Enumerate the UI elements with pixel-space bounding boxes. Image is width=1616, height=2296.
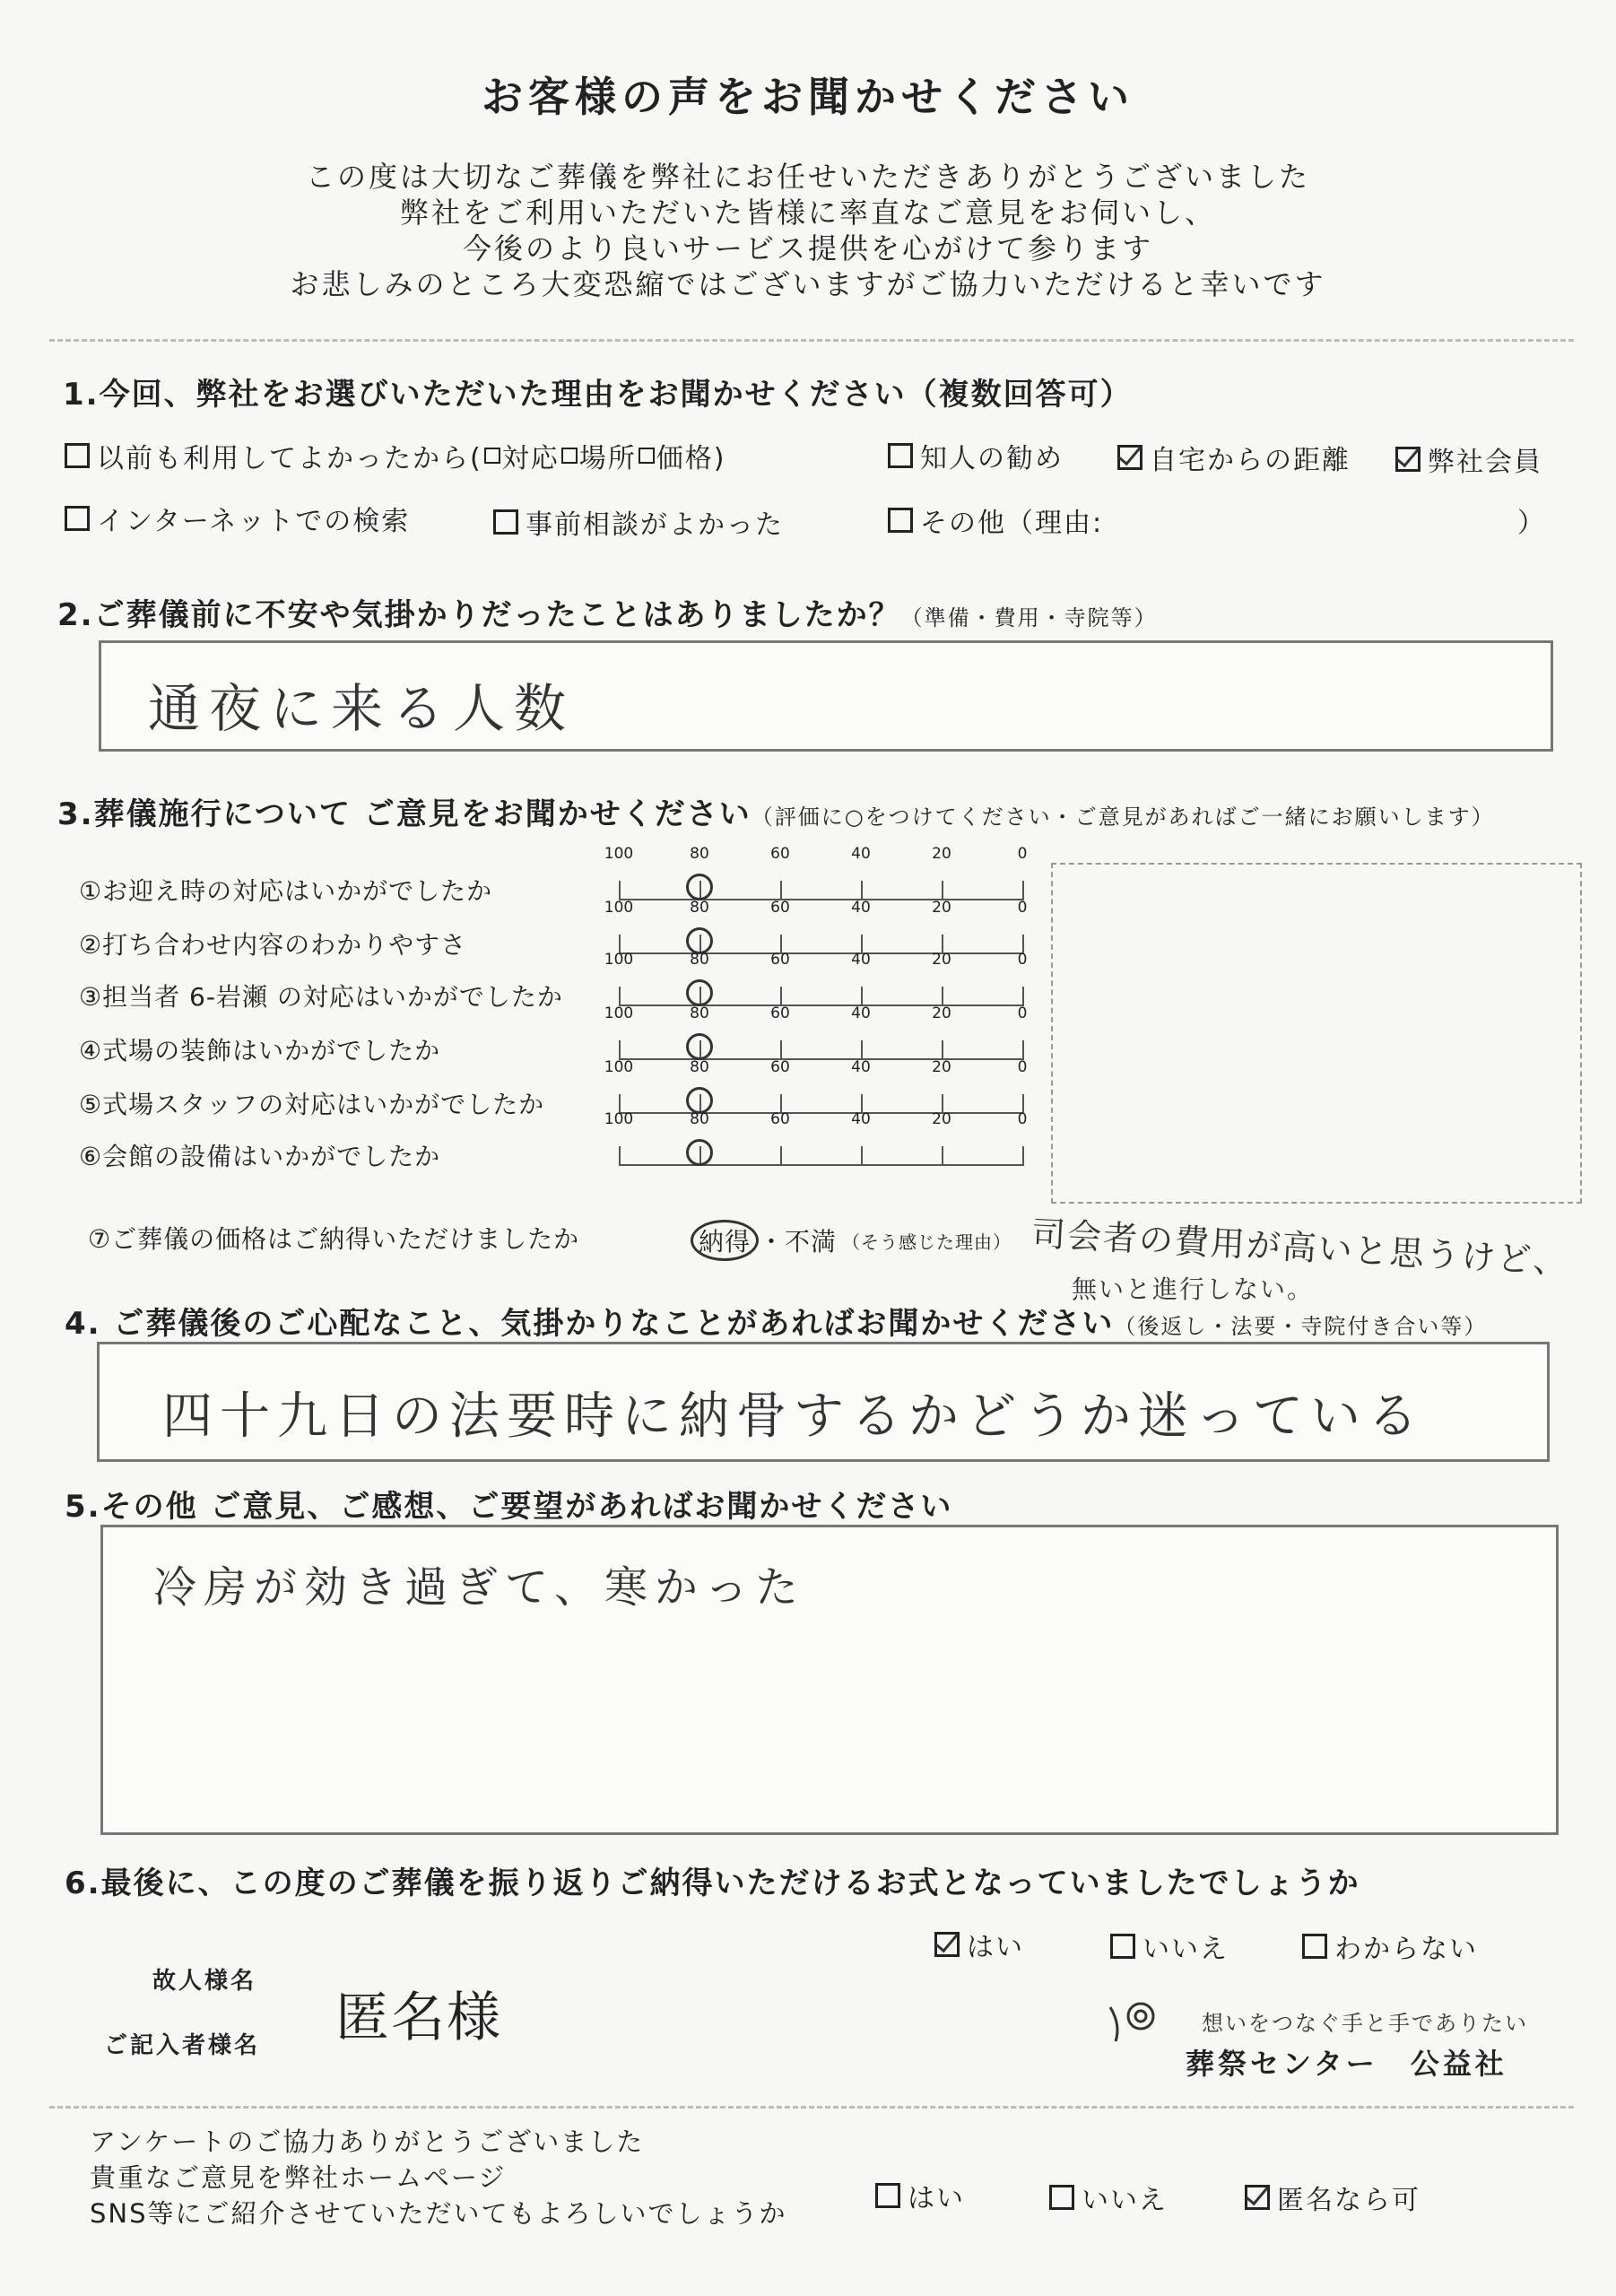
checkbox[interactable] bbox=[493, 509, 518, 535]
scale-label: 0 bbox=[1017, 899, 1028, 917]
scale-label: 40 bbox=[851, 1110, 871, 1128]
scale-tick bbox=[861, 1146, 863, 1166]
checkbox[interactable] bbox=[1302, 1934, 1327, 1959]
rating-question: ③担当者 6-岩瀬 の対応はいかがでしたか bbox=[79, 982, 563, 1012]
scale-label: 20 bbox=[932, 951, 951, 969]
divider bbox=[49, 2106, 1574, 2109]
q5-label: 5.その他 ご意見、ご感想、ご要望があればお聞かせください bbox=[65, 1489, 953, 1525]
q1-label: 1.今回、弊社をお選びいただいた理由をお聞かせください（複数回答可） bbox=[63, 377, 1133, 413]
q7-hint: （そう感じた理由） bbox=[842, 1231, 1012, 1253]
q1-option-consult[interactable] bbox=[493, 502, 784, 542]
checkbox[interactable] bbox=[65, 506, 90, 531]
footer-line-2: 貴重なご意見を弊社ホームページ bbox=[90, 2162, 507, 2193]
scale-label: 80 bbox=[690, 845, 709, 863]
q1-option-before[interactable] bbox=[65, 436, 725, 475]
mini-checkbox[interactable] bbox=[639, 448, 655, 464]
scale-label: 60 bbox=[770, 1110, 790, 1128]
q7-ng[interactable]: ・不満 bbox=[759, 1227, 838, 1257]
option-label: 知人の勧め bbox=[920, 443, 1064, 474]
logo-tagline: 想いをつなぐ手と手でありたい bbox=[1202, 2011, 1528, 2036]
footer-line-1: アンケートのご協力ありがとうございました bbox=[90, 2126, 645, 2157]
scale-label: 20 bbox=[932, 1058, 951, 1076]
q7-reason-1: 司会者の費用が高いと思うけど、 bbox=[1030, 1213, 1570, 1282]
rating-scale[interactable] bbox=[604, 845, 1031, 900]
rating-question: ①お迎え時の対応はいかがでしたか bbox=[79, 876, 493, 906]
footer-no[interactable] bbox=[1049, 2178, 1168, 2217]
scale-tick bbox=[861, 881, 863, 900]
scale-label: 60 bbox=[770, 845, 790, 863]
intro-line-4: お悲しみのところ大変恐縮ではございますがご協力いただけると幸いです bbox=[290, 267, 1326, 301]
option-label: 対応 bbox=[501, 443, 560, 474]
checkbox[interactable] bbox=[1110, 1934, 1135, 1959]
option-label: わからない bbox=[1334, 1934, 1478, 1965]
scale-tick bbox=[1022, 881, 1024, 900]
scale-tick bbox=[861, 1040, 863, 1060]
option-label: インターネットでの検索 bbox=[97, 506, 411, 537]
scale-label: 80 bbox=[690, 951, 709, 969]
option-label: 弊社会員 bbox=[1428, 447, 1542, 478]
q2-hint: （準備・費用・寺院等） bbox=[900, 605, 1158, 631]
rating-mark bbox=[686, 874, 713, 900]
checkbox[interactable] bbox=[1049, 2185, 1074, 2210]
option-label: いいえ bbox=[1082, 2185, 1168, 2216]
q1-option-distance[interactable] bbox=[1117, 438, 1351, 477]
scale-label: 40 bbox=[851, 899, 871, 917]
logo-mark-icon bbox=[1107, 1998, 1160, 2043]
checkbox[interactable] bbox=[875, 2183, 900, 2208]
writer-label: ご記入者様名 bbox=[104, 2032, 261, 2059]
rating-scale[interactable] bbox=[604, 1110, 1031, 1166]
scale-tick bbox=[942, 1040, 943, 1060]
scale-tick bbox=[619, 987, 621, 1006]
rating-mark bbox=[686, 1139, 713, 1166]
option-label: 場所 bbox=[578, 443, 637, 474]
scale-line bbox=[619, 952, 1022, 954]
q5-answer: 冷房が効き過ぎて、寒かった bbox=[153, 1562, 806, 1613]
scale-tick bbox=[1022, 1040, 1024, 1060]
q6-label: 6.最後に、この度のご葬儀を振り返りご納得いただけるお式となっていましたでしょうか bbox=[65, 1866, 1360, 1901]
q2-label-text: 2.ご葬儀前に不安や気掛かりだったことはありましたか？ bbox=[57, 597, 901, 633]
scale-label: 60 bbox=[770, 899, 790, 917]
scale-label: 80 bbox=[690, 1004, 709, 1022]
scale-label: 60 bbox=[770, 951, 790, 969]
scale-label: 100 bbox=[604, 1058, 634, 1076]
scale-line bbox=[619, 899, 1022, 900]
scale-tick bbox=[780, 1146, 782, 1166]
q2-answer-box[interactable] bbox=[99, 640, 1553, 752]
company-logo bbox=[1107, 1998, 1160, 2047]
q6-unknown[interactable] bbox=[1302, 1926, 1478, 1966]
q3-comment-box[interactable] bbox=[1051, 863, 1582, 1204]
scale-label: 0 bbox=[1017, 951, 1028, 969]
q1-option-member[interactable] bbox=[1395, 439, 1542, 479]
q6-no[interactable] bbox=[1110, 1926, 1229, 1966]
scale-label: 80 bbox=[690, 1110, 709, 1128]
rating-question: ②打ち合わせ内容のわかりやすさ bbox=[79, 930, 467, 960]
scale-label: 20 bbox=[932, 845, 951, 863]
scale-line bbox=[619, 1058, 1022, 1060]
scale-label: 40 bbox=[851, 1058, 871, 1076]
rating-scale[interactable] bbox=[604, 951, 1031, 1006]
q6-yes[interactable] bbox=[934, 1925, 1024, 1964]
scale-tick bbox=[780, 1040, 782, 1060]
q7-ok[interactable]: 納得 bbox=[691, 1220, 759, 1261]
scale-tick bbox=[619, 1146, 621, 1166]
scale-label: 40 bbox=[851, 845, 871, 863]
rating-scale[interactable] bbox=[604, 899, 1031, 954]
deceased-label: 故人様名 bbox=[152, 1968, 257, 1995]
checkbox-checked[interactable] bbox=[1245, 2185, 1270, 2210]
checkbox-checked[interactable] bbox=[1395, 447, 1421, 472]
q4-hint: （後返し・法要・寺院付き合い等） bbox=[1114, 1314, 1488, 1339]
scale-label: 20 bbox=[932, 1110, 951, 1128]
rating-mark bbox=[686, 979, 713, 1006]
scale-label: 60 bbox=[770, 1058, 790, 1076]
logo-name: 葬祭センター 公益社 bbox=[1186, 2047, 1507, 2081]
scale-line bbox=[619, 1112, 1022, 1114]
rating-question: ④式場の装飾はいかがでしたか bbox=[79, 1036, 441, 1065]
divider bbox=[49, 339, 1574, 342]
scale-label: 100 bbox=[604, 1004, 634, 1022]
mini-checkbox[interactable] bbox=[561, 448, 578, 464]
scale-label: 80 bbox=[690, 1058, 709, 1076]
option-label: いいえ bbox=[1142, 1934, 1229, 1965]
q5-answer-box[interactable] bbox=[100, 1525, 1559, 1835]
intro-line-1: この度は大切なご葬儀を弊社にお任せいただきありがとうございました bbox=[305, 160, 1310, 194]
option-label: 以前も利用してよかったから( bbox=[97, 443, 482, 474]
survey-title: お客様の声をお聞かせください bbox=[482, 73, 1134, 121]
scale-label: 0 bbox=[1017, 1058, 1028, 1076]
checkbox[interactable] bbox=[888, 443, 913, 468]
rating-mark bbox=[686, 1033, 713, 1060]
scale-tick bbox=[1022, 987, 1024, 1006]
option-label: 匿名なら可 bbox=[1277, 2185, 1421, 2216]
footer-yes[interactable] bbox=[875, 2176, 965, 2215]
scale-label: 0 bbox=[1017, 1110, 1028, 1128]
footer-anon[interactable] bbox=[1245, 2178, 1421, 2217]
scale-label: 60 bbox=[770, 1004, 790, 1022]
scale-tick bbox=[942, 1146, 943, 1166]
q4-answer: 四十九日の法要時に納骨するかどうか迷っている bbox=[162, 1387, 1425, 1446]
checkbox-checked[interactable] bbox=[1117, 445, 1142, 470]
q2-label bbox=[57, 590, 1158, 634]
scale-label: 40 bbox=[851, 1004, 871, 1022]
scale-label: 20 bbox=[932, 899, 951, 917]
scale-tick bbox=[780, 881, 782, 900]
q1-option-acquaintance[interactable] bbox=[888, 436, 1064, 475]
option-label: 自宅からの距離 bbox=[1150, 445, 1351, 476]
option-label: はい bbox=[908, 2183, 965, 2214]
scale-tick bbox=[619, 1040, 621, 1060]
q4-label bbox=[65, 1299, 1487, 1343]
checkbox-checked[interactable] bbox=[934, 1932, 960, 1957]
q3-label bbox=[57, 789, 1495, 833]
rating-question: ⑤式場スタッフの対応はいかがでしたか bbox=[79, 1090, 545, 1119]
scale-tick bbox=[942, 881, 943, 900]
q4-answer-box[interactable] bbox=[97, 1342, 1550, 1462]
scale-label: 0 bbox=[1017, 845, 1028, 863]
q7-choices bbox=[691, 1220, 1012, 1261]
scale-tick bbox=[1022, 1146, 1024, 1166]
scale-label: 40 bbox=[851, 951, 871, 969]
scale-tick bbox=[861, 987, 863, 1006]
scale-line bbox=[619, 1164, 1022, 1166]
scale-label: 100 bbox=[604, 1110, 634, 1128]
scale-label: 80 bbox=[690, 899, 709, 917]
scale-tick bbox=[942, 987, 943, 1006]
q1-option-internet[interactable] bbox=[65, 499, 410, 538]
scale-tick bbox=[619, 881, 621, 900]
q7-reason-2: 無いと進行しない。 bbox=[1072, 1274, 1315, 1304]
scale-label: 100 bbox=[604, 845, 634, 863]
intro-line-3: 今後のより良いサービス提供を心がけて参ります bbox=[462, 231, 1153, 265]
q3-hint: （評価に○をつけてください・ご意見があればご一緒にお願いします） bbox=[751, 804, 1495, 830]
q1-other-close: ） bbox=[1517, 508, 1546, 539]
mini-checkbox[interactable] bbox=[484, 448, 500, 464]
writer-name: 匿名様 bbox=[335, 1987, 502, 2049]
rating-question: ⑥会館の設備はいかがでしたか bbox=[79, 1142, 441, 1171]
option-label: 価格) bbox=[656, 443, 726, 474]
q4-label-text: 4. ご葬儀後のご心配なこと、気掛かりなことがあればお聞かせください bbox=[65, 1306, 1115, 1342]
q2-answer: 通夜に来る人数 bbox=[148, 678, 576, 739]
footer-line-3: SNS等にご紹介させていただいてもよろしいでしょうか bbox=[90, 2198, 787, 2229]
q1-option-other[interactable] bbox=[888, 500, 1103, 540]
checkbox[interactable] bbox=[888, 508, 913, 533]
q3-label-text: 3.葬儀施行について ご意見をお聞かせください bbox=[57, 796, 752, 832]
option-label: その他（理由: bbox=[920, 508, 1104, 539]
rating-scale[interactable] bbox=[604, 1058, 1031, 1114]
scale-label: 100 bbox=[604, 951, 634, 969]
scale-label: 0 bbox=[1017, 1004, 1028, 1022]
option-label: はい bbox=[967, 1932, 1024, 1963]
checkbox[interactable] bbox=[65, 443, 90, 468]
intro-line-2: 弊社をご利用いただいた皆様に率直なご意見をお伺いし、 bbox=[399, 196, 1216, 230]
option-label: 事前相談がよかった bbox=[526, 509, 784, 541]
q7-text: ⑦ご葬儀の価格はご納得いただけましたか bbox=[88, 1224, 580, 1254]
scale-line bbox=[619, 1004, 1022, 1006]
scale-label: 100 bbox=[604, 899, 634, 917]
scale-label: 20 bbox=[932, 1004, 951, 1022]
scale-tick bbox=[780, 987, 782, 1006]
rating-scale[interactable] bbox=[604, 1004, 1031, 1060]
